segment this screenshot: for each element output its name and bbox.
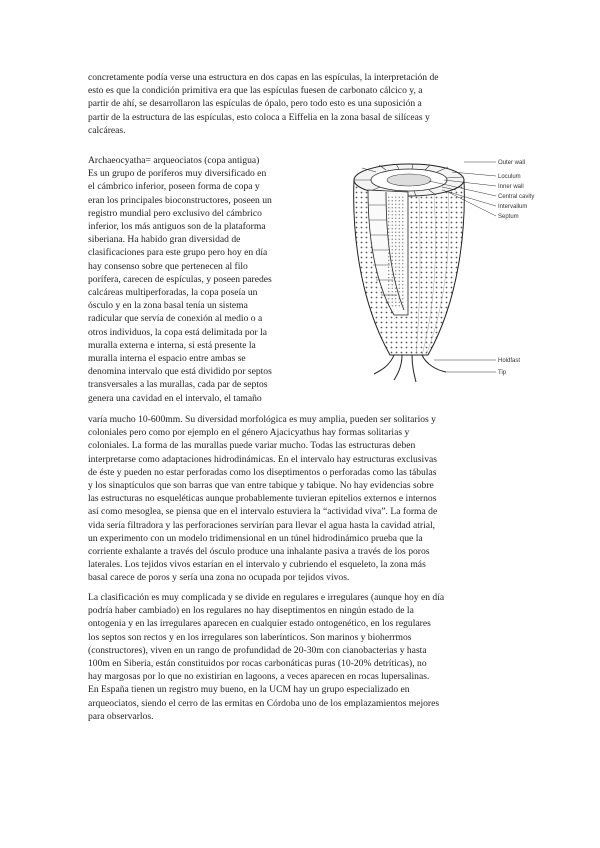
text-line: (constructores), viven en un rango de profundidad de 20-30m con cianobacterias y hasta bbox=[88, 644, 427, 656]
label-central-cavity: Central cavity bbox=[498, 194, 535, 200]
text-line: podría haber cambiado) en los regulares no hay diseptimentos en ningún estado de la bbox=[88, 605, 414, 617]
text-line: para observarlos. bbox=[88, 710, 154, 722]
text-line: denomina intervalo que está dividido por septos bbox=[88, 366, 272, 378]
text-line: concretamente podía verse una estructura en dos capas en las espículas, la interpretación de bbox=[88, 72, 439, 83]
text-line: laterales. Los tejidos vivos estarían en el intervalo y cubriendo el esqueleto, la zona más bbox=[88, 559, 426, 571]
text-line: ósculo y en la zona basal tenía un sistema bbox=[88, 300, 248, 312]
text-line: vida sería filtradora y las perforaciones servirían para llevar el agua hasta la cavidad atrial, bbox=[88, 519, 436, 531]
label-loculum: Loculum bbox=[498, 174, 521, 180]
inner-wall-pores bbox=[387, 195, 405, 307]
text-line: radicular que servía de conexión al medio o a bbox=[88, 313, 263, 325]
label-outer-wall: Outer wall bbox=[498, 160, 526, 166]
text-line: registro mundial pero exclusivo del cámbrico bbox=[88, 207, 262, 219]
text-line: Es un grupo de poríferos muy diversificado en bbox=[88, 168, 267, 180]
text-line: esto es que la condición primitiva era que las espículas fuesen de carbonato cálcico y, a bbox=[88, 85, 423, 97]
text-line: inferior, los más antiguos son de la plataforma bbox=[88, 221, 266, 233]
text-line: basal carece de poros y sería una zona no ocupada por tejidos vivos. bbox=[88, 572, 350, 584]
archaeocyath-diagram bbox=[324, 150, 535, 386]
text-line: partir de la estructura de las espículas, esto coloca a Eiffelia en la zona basal de silíceas y bbox=[88, 111, 430, 123]
label-septum: Septum bbox=[498, 214, 519, 220]
text-line: así como mesoglea, se piensa que en el intervalo estuviera la “actividad viva”. La forma de bbox=[88, 506, 438, 518]
text-line: En España tienen un registro muy bueno, en la UCM hay un grupo especializado en bbox=[88, 684, 410, 696]
central-cavity bbox=[387, 174, 431, 186]
paragraph-morphology bbox=[88, 413, 518, 585]
text-line: porífera, carecen de espículas, y poseen paredes bbox=[88, 273, 272, 285]
text-line: corriente exhalante a través del ósculo produce una inhalante pasiva a través de los poros bbox=[88, 546, 430, 558]
text-line: siberiana. Ha habido gran diversidad de bbox=[88, 234, 241, 246]
text-line: muralla externa e interna, si está presente la bbox=[88, 339, 256, 351]
text-line: genera una cavidad en el intervalo, el tamaño bbox=[88, 392, 262, 404]
text-line: las estructuras no esqueléticas aunque probablemente tuvieran epitelios externos e internos bbox=[88, 493, 437, 505]
text-line: los septos son rectos y en los irregulares son laberínticos. Son marinos y bioherrmos bbox=[88, 631, 412, 643]
label-intervallum: Intervallum bbox=[498, 204, 528, 210]
text-line: hay margosas por lo que no existirían en lagoons, a veces aparecen en rocas lupersalinas. bbox=[88, 671, 430, 683]
text-line: de éste y pueden no estar perforadas como los diseptimentos o perforadas como las tábulas bbox=[88, 466, 437, 478]
text-line: clasificaciones para este grupo pero hoy en día bbox=[88, 247, 268, 259]
text-line: ontogenia y en las irregulares aparecen en cualquier estado ontogenético, en los regulares bbox=[88, 618, 431, 630]
text-line: coloniales pero como por ejemplo en el género Ajacicyathus hay formas solitarias y bbox=[88, 427, 410, 439]
text-line: coloniales. La forma de las murallas puede variar mucho. Todas las estructuras deben bbox=[88, 440, 416, 452]
text-line: un experimento con un modelo tridimensional en un túnel hidrodinámico prueba que la bbox=[88, 532, 423, 544]
text-line: interpretarse como adaptaciones hidrodinámicas. En el intervalo hay estructuras exclusivas bbox=[88, 453, 437, 465]
paragraph-archaeocyatha-intro bbox=[88, 154, 320, 405]
text-line: calcáreas multiperforadas, la copa poseía un bbox=[88, 287, 258, 299]
text-line: 100m en Siberia, están constituidos por rocas carbonáticas puras (10-20% detríticas), no bbox=[88, 658, 427, 670]
text-line: eran los principales bioconstructores, poseen un bbox=[88, 194, 272, 206]
text-line: muralla interna el espacio entre ambas se bbox=[88, 353, 246, 365]
text-line: varía mucho 10-600mm. Su diversidad morfológica es muy amplia, pueden ser solitarios y bbox=[88, 414, 436, 425]
text-line: hay consenso sobre que pertenecen al filo bbox=[88, 260, 248, 272]
text-line: La clasificación es muy complicada y se divide en regulares e irregulares (aunque hoy en día bbox=[88, 592, 445, 603]
text-line: otros individuos, la copa está delimitada por la bbox=[88, 326, 268, 338]
holdfast-roots bbox=[374, 355, 446, 382]
paragraph-eiffelia bbox=[88, 71, 518, 137]
label-inner-wall: Inner wall bbox=[498, 184, 524, 190]
text-line: y los sinaptículos que son barras que van entre tabique y tabique. No hay evidencias sobre bbox=[88, 480, 434, 492]
text-line: arqueociatos, siendo el cerro de las ermitas en Córdoba uno de los emplazamientos mejores bbox=[88, 697, 440, 709]
label-tip: Tip bbox=[498, 370, 507, 376]
label-holdfast: Holdfast bbox=[498, 358, 521, 364]
text-line: el cámbrico inferior, poseen forma de copa y bbox=[88, 181, 260, 193]
text-line: transversales a las murallas, cada par de septos bbox=[88, 379, 268, 391]
paragraph-classification bbox=[88, 591, 518, 723]
text-line: calcáreas. bbox=[88, 124, 126, 136]
text-line: partir de ahí, se desarrollaron las espículas de ópalo, pero todo esto es una suposición a bbox=[88, 98, 422, 110]
section-heading: Archaeocyatha= arqueociatos (copa antigua) bbox=[88, 155, 260, 166]
